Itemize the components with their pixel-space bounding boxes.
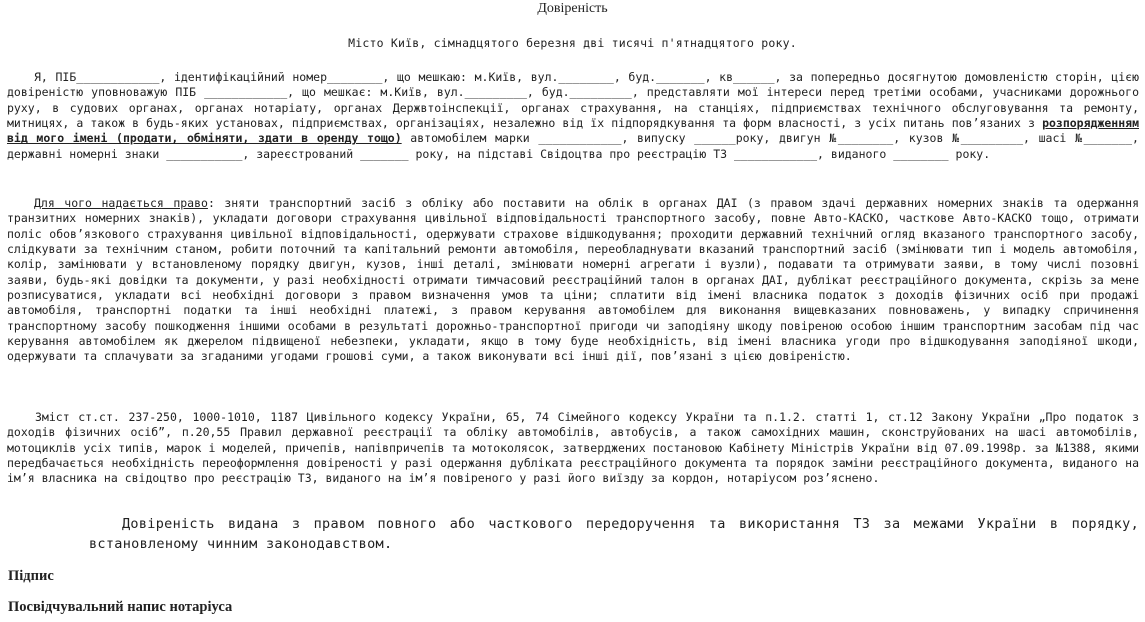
p2-heading-underlined: Для чого надається право — [34, 196, 208, 210]
signature-label: Підпис — [8, 568, 54, 584]
notary-inscription-label: Посвідчувальний напис нотаріуса — [8, 599, 233, 615]
paragraph-subdelegation — [89, 514, 1139, 554]
p2-text: : зняти транспортний засіб з обліку або поставити на облік в органах ДАІ (з правом здачі державних номерних знаків та одержання транзитних номерних знаків), укладати договори страхування цивільної відповідальності транспортного засобу, повне Авто-КАСКО, часткове Авто-КАСКО тощо, отримати поліс обов’язкового страхування цивільної відповідальності, одержувати страхове відшкодування; проходити державний технічний огляд вказаного транспортного засобу, слідкувати за технічним станом, робити поточний та капітальний ремонти автомобіля, переобладнувати вказаний транспортний засіб (змінювати тип і модель автомобіля, колір, замінювати у встановленому порядку двигун, кузов, інші деталі, змінювати номерні агрегати і вузли), подавати та отримувати заяви, в тому числі позовні заяви, будь-які довідки та документи, у разі необхідності отримати тимчасовий реєстраційний талон в органах ДАІ, дублікат реєстраційного документа, скрізь за мене розписуватися, укладати всі необхідні договори з правом визначення умов та ціни; сплатити від імені власника податок з доходів фізичних осіб при продажі автомобіля, транспортні податки та інші необхідні платежі, з правом керування автомобілем для виконання вищевказаних повноважень, у випадку спричинення транспортному засобу пошкодження іншими особами в результаті дорожньо-транспортної пригоди чи заподіяну шкоду повіреною особою іншим транспортним засобам під час керування автомобілем як джерелом підвищеної небезпеки, укладати, якщо в тому буде необхідність, від імені власника угоди про відшкодування заподіяної шкоди, одержувати та сплачувати за згаданими угодами грошові суми, а також виконувати всі інші дії, пов’язані з цією довіреністю. — [7, 196, 1139, 364]
paragraph-principal-agent — [7, 70, 1139, 162]
city-date-line: Місто Київ, сімнадцятого березня дві тисячі п'ятнадцятого року. — [348, 36, 797, 50]
p1-text-start: Я, ПІБ____________, ідентифікаційний номер________, що мешкаю: м.Київ, вул.________, буд._______, кв______, за попередньо досягнутою домовленістю сторін, цією довіреністю уповноважую ПІБ ____________, що мешкає: м.Київ, вул._________, буд._________, представляти мої інтереси перед третіми особами, учасниками дорожнього руху, в судових органах, органах нотаріату, органах Держвтоінспекції, органах страхування, на станціях, підприємствах технічного обслуговування та ремонту, митницях, а також в будь-яких установах, підприємствах, організаціях, незалежно від їх підпорядкування та форм власності, з усіх питань пов’язаних з — [7, 70, 1139, 131]
paragraph-legal-explanation — [7, 410, 1139, 487]
document-title: Довіреність — [537, 1, 608, 16]
p1-text-end: автомобілем марки ____________, випуску ______року, двигун №________, кузов №_________, шасі №_______, державні номерні знаки ___________, зареєстрований _______ року, на підставі Свідоцтва про реєстрацію ТЗ ____________, виданого ________ року. — [7, 131, 1139, 161]
p4-text: Довіреність видана з правом повного або часткового передоручення та використання ТЗ за межами України в порядку, встановленому чинним законодавством. — [89, 516, 1139, 552]
paragraph-powers — [7, 196, 1139, 365]
p3-text: Зміст ст.ст. 237-250, 1000-1010, 1187 Цивільного кодексу України, 65, 74 Сімейного кодексу України та п.1.2. статті 1, ст.12 Закону України „Про податок з доходів фізичних осіб”, п.20,55 Правил державної реєстрації та обліку автомобілів, автобусів, а також самохідних машин, сконструйованих на шасі автомобілів, мотоциклів усіх типів, марок і моделей, причепів, напівпричепів та мотоколясок, затверджених постановою Кабінету Міністрів України від 07.09.1998р. за №1388, якими передбачається необхідність переоформлення довіреності у разі одержання дубліката реєстраційного документа та порядок заміни реєстраційного документа, виданого на ім’я власника на свідоцтво про реєстрацію ТЗ, виданого на ім’я повіреного у разі його виїзду за кордон, нотаріусом роз’яснено. — [7, 410, 1139, 486]
p1-bold-disposal: розпорядженням від мого імені (продати, обміняти, здати в оренду тощо) — [7, 116, 1139, 146]
